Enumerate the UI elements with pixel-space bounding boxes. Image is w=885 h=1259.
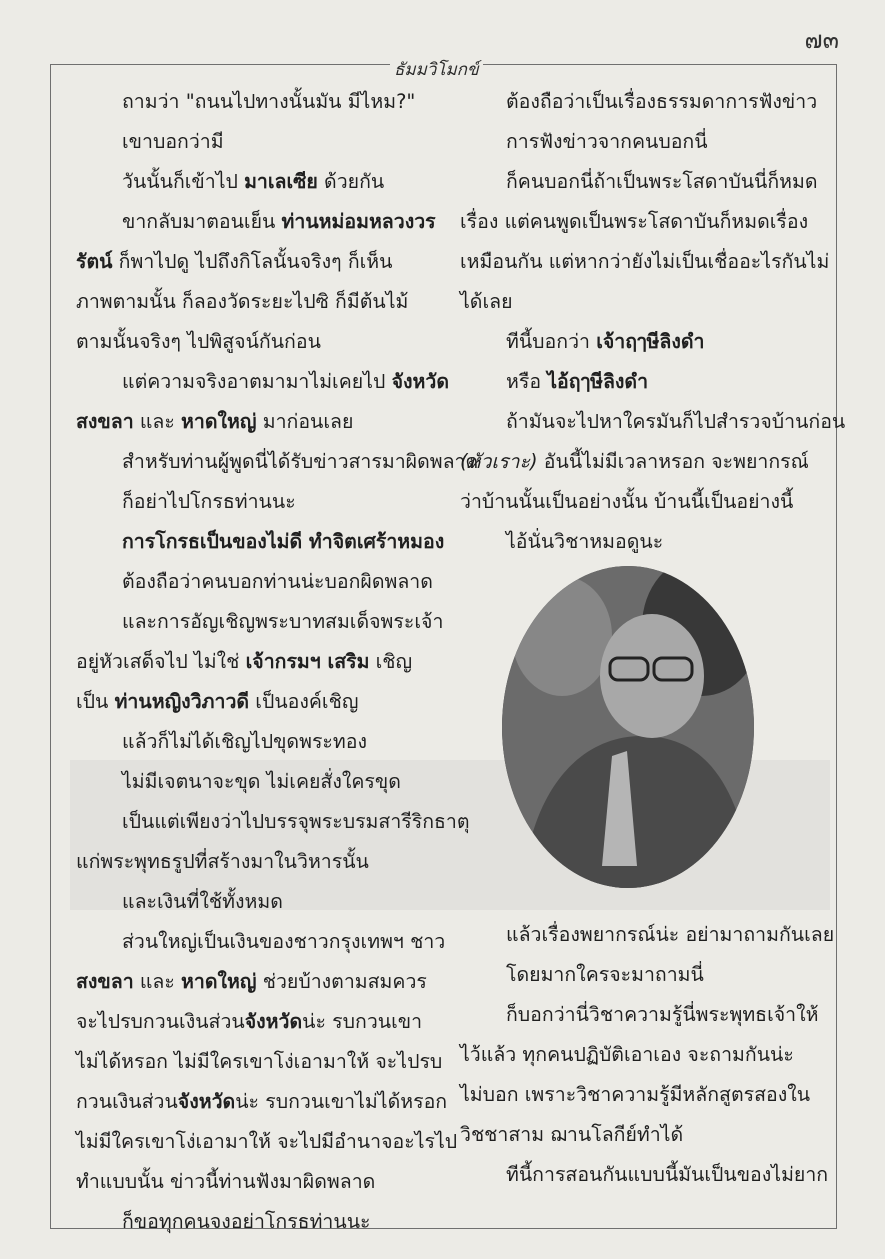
text-line: ส่วนใหญ่เป็นเงินของชาวกรุงเทพฯ ชาว [122,930,446,953]
text-line: เหมือนกัน แต่หากว่ายังไม่เป็นเชื่ออะไรกันไม่ [460,250,830,273]
right-column-top [460,82,846,562]
text-line: ภาพตามนั้น ก็ลองวัดระยะไปซิ ก็มีต้นไม้ [76,290,409,313]
text-line: ก็คนบอกนี่ถ้าเป็นพระโสดาบันนี่ก็หมด [506,170,818,193]
text-line: (หัวเราะ) อันนี้ไม่มีเวลาหรอก จะพยากรณ์ [460,450,809,473]
text-line: สำหรับท่านผู้พูดนี่ได้รับข่าวสารมาผิดพลาด [122,450,479,473]
text-line: ตามนั้นจริงๆ ไปพิสูจน์กันก่อน [76,330,321,353]
text-line: ทำแบบนั้น ข่าวนี้ท่านฟังมาผิดพลาด [76,1170,376,1193]
text-line: ก็ขอทุกคนจงอย่าโกรธท่านนะ [122,1210,371,1233]
text-line: การโกรธเป็นของไม่ดี ทำจิตเศร้าหมอง [122,530,445,553]
page-number: ๗๓ [804,26,839,54]
text-line: เป็นแต่เพียงว่าไปบรรจุพระบรมสารีริกธาตุ [122,810,470,833]
text-line: หรือ ไอ้ฤๅษีลิงดำ [506,370,649,393]
text-line: โดยมากใครจะมาถามนี่ [506,963,704,986]
text-line: และเงินที่ใช้ทั้งหมด [122,890,283,913]
text-line: วิชชาสาม ฌานโลกีย์ทำได้ [460,1123,684,1146]
text-line: เรื่อง แต่คนพูดเป็นพระโสดาบันก็หมดเรื่อง [460,210,809,233]
text-line: ถามว่า "ถนนไปทางนั้นมัน มีไหม?" [122,90,416,113]
text-line: สงขลา และ หาดใหญ่ มาก่อนเลย [76,410,354,433]
text-line: ก็บอกว่านี่วิชาความรู้นี่พระพุทธเจ้าให้ [506,1003,819,1026]
right-column-bottom [460,915,835,1195]
left-column [76,82,479,1242]
text-line: ไว้แล้ว ทุกคนปฏิบัติเอาเอง จะถามกันน่ะ [460,1043,794,1066]
text-line: ถ้ามันจะไปหาใครมันก็ไปสำรวจบ้านก่อน [506,410,846,433]
text-line: รัตน์ ก็พาไปดู ไปถึงกิโลนั้นจริงๆ ก็เห็น [76,250,393,273]
text-line: ต้องถือว่าเป็นเรื่องธรรมดาการฟังข่าว [506,90,818,113]
text-line: ต้องถือว่าคนบอกท่านน่ะบอกผิดพลาด [122,570,433,593]
text-line: แก่พระพุทธรูปที่สร้างมาในวิหารนั้น [76,850,369,873]
text-line: ขากลับมาตอนเย็น ท่านหม่อมหลวงวร [122,210,436,233]
text-line: ไม่ได้หรอก ไม่มีใครเขาโง่เอามาให้ จะไปรบ [76,1050,443,1073]
text-line: การฟังข่าวจากคนบอกนี่ [506,130,708,153]
text-line: จะไปรบกวนเงินส่วนจังหวัดน่ะ รบกวนเขา [76,1010,423,1033]
text-line: ไม่มีใครเขาโง่เอามาให้ จะไปมีอำนาจอะไรไป [76,1130,458,1153]
text-line: และการอัญเชิญพระบาทสมเด็จพระเจ้า [122,610,444,633]
text-line: ทีนี้การสอนกันแบบนี้มันเป็นของไม่ยาก [506,1163,829,1186]
text-line: ไอ้นั่นวิชาหมอดูนะ [506,530,664,553]
text-line: แล้วก็ไม่ได้เชิญไปขุดพระทอง [122,730,367,753]
text-line: ไม่บอก เพราะวิชาความรู้มีหลักสูตรสองใน [460,1083,811,1106]
text-line: กวนเงินส่วนจังหวัดน่ะ รบกวนเขาไม่ได้หรอก [76,1090,448,1113]
text-line: ทีนี้บอกว่า เจ้าฤๅษีลิงดำ [506,330,705,353]
text-line: ได้เลย [460,290,513,313]
running-header: ธัมมวิโมกข์ [390,56,483,83]
text-line: ไม่มีเจตนาจะขุด ไม่เคยสั่งใครขุด [122,770,401,793]
monk-portrait-photo [502,566,754,888]
text-line: ว่าบ้านนั้นเป็นอย่างนั้น บ้านนี้เป็นอย่างนี้ [460,490,794,513]
portrait-illustration [502,566,754,888]
text-line: ก็อย่าไปโกรธท่านนะ [122,490,296,513]
text-line: แล้วเรื่องพยากรณ์น่ะ อย่ามาถามกันเลย [506,923,835,946]
text-line: เป็น ท่านหญิงวิภาวดี เป็นองค์เชิญ [76,690,359,713]
text-line: อยู่หัวเสด็จไป ไม่ใช่ เจ้ากรมฯ เสริม เชิญ [76,650,413,673]
text-line: สงขลา และ หาดใหญ่ ช่วยบ้างตามสมควร [76,970,427,993]
text-line: วันนั้นก็เข้าไป มาเลเซีย ด้วยกัน [122,170,385,193]
text-line: แต่ความจริงอาตมามาไม่เคยไป จังหวัด [122,370,449,393]
text-line: เขาบอกว่ามี [122,130,224,153]
